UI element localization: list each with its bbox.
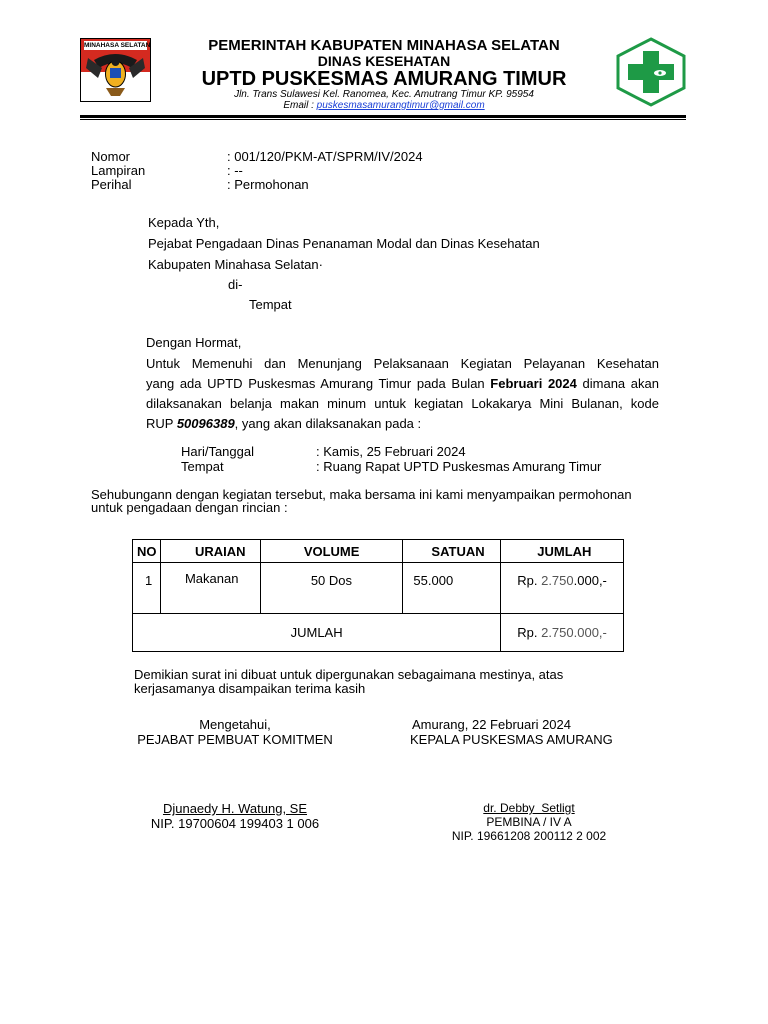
col-volume: VOLUME	[260, 540, 403, 563]
institution-address: Jln. Trans Sulawesi Kel. Ranomea, Kec. Amutrang Timur KP. 95954	[234, 89, 534, 100]
perihal-label: Perihal	[91, 177, 132, 192]
email-label: Email :	[283, 100, 314, 111]
col-jumlah: JUMLAH	[501, 540, 624, 563]
recipient-di: di-	[228, 277, 243, 292]
recipient-title: Pejabat Pengadaan Dinas Penanaman Modal dan Dinas Kesehatan	[148, 236, 540, 251]
right-signature-block	[395, 717, 663, 747]
left-signature-block	[100, 717, 370, 831]
logo-caption: MINAHASA SELATAN	[84, 42, 151, 49]
total-value: Rp. 2.750.000,-	[501, 614, 624, 652]
request-line-1: Sehubungann dengan kegiatan tersebut, maka bersama ini kami menyampaikan permohonan	[91, 487, 632, 502]
tempat-label: Tempat	[181, 459, 224, 474]
request-line-2: untuk pengadaan dengan rincian :	[91, 500, 288, 515]
hari-value: : Kamis, 25 Februari 2024	[316, 444, 466, 459]
col-satuan: SATUAN	[403, 540, 501, 563]
recipient-greeting: Kepada Yth,	[148, 215, 220, 230]
lampiran-value: : --	[227, 163, 243, 178]
right-title-2: KEPALA PUSKESMAS AMURANG	[410, 732, 613, 747]
right-signer-nip: NIP. 19661208 200112 2 002	[451, 829, 607, 843]
email-link[interactable]: puskesmasamurangtimur@gmail.com	[316, 100, 485, 111]
body-line-2: yang ada UPTD Puskesmas Amurang Timur pada Bulan Februari 2024 dimana akan	[146, 376, 659, 391]
right-signer	[395, 801, 663, 843]
cell-volume: 50 Dos	[260, 563, 403, 614]
closing-line-1: Demikian surat ini dibuat untuk dipergunakan sebagaimana mestinya, atas	[134, 667, 564, 682]
right-title-1: Amurang, 22 Februari 2024	[412, 717, 571, 732]
table-total-row	[133, 614, 624, 652]
recipient-region: Kabupaten Minahasa Selatan·	[148, 257, 323, 272]
nomor-label: Nomor	[91, 149, 131, 164]
header-divider-thick	[80, 115, 686, 118]
lampiran-label: Lampiran	[91, 163, 146, 178]
closing-line-2: kerjasamanya disampaikan terima kasih	[134, 681, 366, 696]
hari-label: Hari/Tanggal	[181, 444, 254, 459]
body-line-1: Untuk Memenuhi dan Menunjang Pelaksanaan Kegiatan Pelayanan Kesehatan	[146, 356, 659, 371]
perihal-value: : Permohonan	[227, 177, 309, 192]
col-uraian: URAIAN	[160, 540, 260, 563]
department-name: DINAS KESEHATAN	[317, 53, 451, 69]
body-line-4: RUP 50096389, yang akan dilaksanakan pada :	[146, 416, 422, 431]
month-highlight: Februari 2024	[490, 376, 577, 391]
cell-no: 1	[133, 563, 161, 614]
header-divider-thin	[80, 119, 686, 120]
cell-satuan: 55.000	[403, 563, 501, 614]
government-name: PEMERINTAH KABUPATEN MINAHASA SELATAN	[208, 37, 560, 54]
tempat-value: : Ruang Rapat UPTD Puskesmas Amurang Timur	[316, 459, 602, 474]
salutation: Dengan Hormat,	[146, 335, 242, 350]
institution-name: UPTD PUSKESMAS AMURANG TIMUR	[201, 68, 567, 90]
right-signer-rank: PEMBINA / IV A	[486, 815, 572, 829]
institution-email	[0, 100, 768, 111]
left-title-1: Mengetahui,	[199, 717, 271, 732]
body-line-3: dilaksanakan belanja makan minum untuk kegiatan Lokakarya Mini Bulanan, kode	[146, 396, 659, 411]
recipient-place: Tempat	[249, 297, 292, 312]
cell-jumlah: Rp. 2.750.000,-	[501, 563, 624, 614]
table-row	[133, 563, 624, 614]
nomor-value: : 001/120/PKM-AT/SPRM/IV/2024	[227, 149, 423, 164]
table-header-row	[133, 540, 624, 563]
cell-uraian: Makanan	[160, 563, 260, 614]
rup-code: 50096389	[176, 416, 235, 431]
col-no: NO	[133, 540, 161, 563]
left-title-2: PEJABAT PEMBUAT KOMITMEN	[137, 732, 333, 747]
right-signer-name: dr. Debby Setligt	[483, 801, 575, 815]
left-signer-name: Djunaedy H. Watung, SE	[162, 801, 308, 816]
left-signer-nip: NIP. 19700604 199403 1 006	[150, 816, 320, 831]
total-label: JUMLAH	[133, 614, 501, 652]
rincian-table	[132, 539, 624, 652]
